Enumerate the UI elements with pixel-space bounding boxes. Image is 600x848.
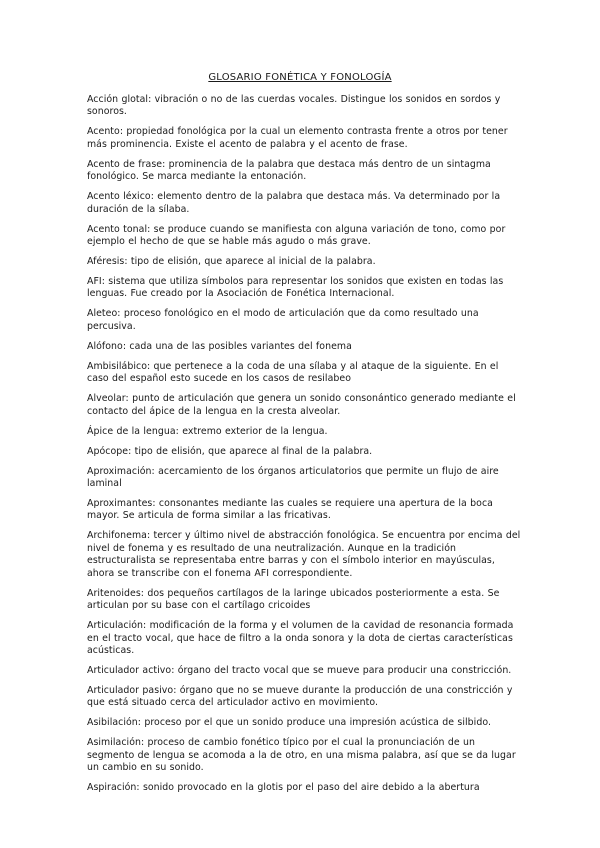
entry-term: Asimilación (87, 737, 141, 749)
entry-term: Asibilación (87, 717, 138, 729)
glossary-entry: Articulador activo: órgano del tracto vocal que se mueve para producir una constricción. (87, 664, 512, 676)
entry-term: Articulación (87, 620, 144, 632)
glossary-entry: Archifonema: tercer y último nivel de abstracción fonológica. Se encuentra por encima del nivel de fonema y es resultado de una neutralización. Aunque en la tradición estructuralista se representaba entre barras y con el símbolo interior en mayúsculas, ahora se transcribe con el fonema AFI correspondiente. (87, 530, 521, 579)
entry-definition: vibración o no de las cuerdas vocales. Distingue los sonidos en sordos y sonoros. (87, 94, 501, 118)
glossary-entry: Aspiración: sonido provocado en la glotis por el paso del aire debido a la abertura (87, 782, 480, 794)
glossary-entry: Alveolar: punto de articulación que genera un sonido consonántico generado mediante el contacto del ápice de la lengua en la cresta alveolar. (87, 393, 516, 417)
entry-term: Articulador pasivo (87, 684, 174, 696)
entry-term: Acento léxico (87, 191, 151, 203)
glossary-entry: Ambisilábico: que pertenece a la coda de una sílaba y al ataque de la siguiente. En el caso del español esto sucede en los casos de resilabeo (87, 360, 499, 385)
entry-definition: tercer y último nivel de abstracción fonológica. Se encuentra por encima del nivel de fonema y es resultado de una neutralización. Aunque en la tradición estructuralista se representaba entre barras y con el símbolo interior en mayúsculas, ahora se transcribe con el fonema AFI correspondiente. (87, 530, 521, 579)
glossary-list (87, 94, 521, 802)
entry-term: Alófono (87, 340, 123, 352)
entry-definition: sonido provocado en la glotis por el paso del aire debido a la abertura (142, 782, 480, 794)
entry-term: AFI (87, 276, 102, 288)
entry-definition: proceso de cambio fonético típico por el cual la pronunciación de un segmento de lengua se acomoda a la de otro, en una misma palabra, así que se da lugar un cambio en su sonido. (87, 737, 516, 774)
entry-definition: acercamiento de los órganos articulatorios que permite un flujo de aire laminal (87, 465, 499, 490)
entry-definition: propiedad fonológica por la cual un elemento contrasta frente a otros por tener más prominencia. Existe el acento de palabra y el acento de frase. (87, 126, 508, 150)
glossary-entry: Articulación: modificación de la forma y el volumen de la cavidad de resonancia formada en el tracto vocal, que hace de filtro a la onda sonora y la dota de ciertas características acústicas. (87, 620, 514, 656)
entry-definition: proceso fonológico en el modo de articulación que da como resultado una percusiva. (87, 308, 479, 332)
glossary-entry: Apócope: tipo de elisión, que aparece al final de la palabra. (87, 445, 373, 457)
glossary-entry: Acción glotal: vibración o no de las cuerdas vocales. Distingue los sonidos en sordos y sonoros. (87, 94, 501, 118)
entry-term: Aspiración (87, 782, 137, 794)
entry-definition: se produce cuando se manifiesta con alguna variación de tono, como por ejemplo el hecho de que se hable más agudo o más grave. (87, 223, 506, 248)
entry-definition: tipo de elisión, que aparece al inicial de la palabra. (130, 256, 376, 268)
entry-definition: prominencia de la palabra que destaca más dentro de un sintagma fonológico. Se marca mediante la entonación. (87, 158, 491, 183)
entry-term: Apócope (87, 445, 129, 457)
entry-definition: punto de articulación que genera un sonido consonántico generado mediante el contacto del ápice de la lengua en la cresta alveolar. (87, 393, 516, 417)
entry-definition: sistema que utiliza símbolos para representar los sonidos que existen en todas las lenguas. Fue creado por la Asociación de Fonética Internacional. (87, 276, 504, 300)
entry-term: Ápice de la lengua (87, 425, 176, 437)
glossary-entry: Acento tonal: se produce cuando se manifiesta con alguna variación de tono, como por ejemplo el hecho de que se hable más agudo o más grave. (87, 223, 506, 248)
entry-definition: que pertenece a la coda de una sílaba y al ataque de la siguiente. En el caso del español esto sucede en los casos de resilabeo (87, 360, 499, 385)
glossary-entry: Aféresis: tipo de elisión, que aparece al inicial de la palabra. (87, 256, 376, 268)
entry-term: Acento tonal (87, 223, 148, 235)
entry-term: Aleteo (87, 308, 118, 320)
entry-definition: modificación de la forma y el volumen de la cavidad de resonancia formada en el tracto vocal, que hace de filtro a la onda sonora y la dota de ciertas características acústicas. (87, 620, 514, 656)
entry-definition: dos pequeños cartílagos de la laringe ubicados posteriormente a esta. Se articulan por su base con el cartílago cricoides (87, 587, 500, 612)
entry-term: Alveolar (87, 393, 126, 405)
glossary-entry: Aproximación: acercamiento de los órganos articulatorios que permite un flujo de aire laminal (87, 465, 499, 490)
entry-term: Archifonema (87, 530, 147, 542)
entry-definition: consonantes mediante las cuales se requiere una apertura de la boca mayor. Se articula de forma similar a las fricativas. (87, 498, 493, 522)
entry-definition: órgano del tracto vocal que se mueve para producir una constricción. (177, 664, 512, 676)
glossary-entry: Aleteo: proceso fonológico en el modo de articulación que da como resultado una percusiva. (87, 308, 479, 332)
entry-term: Acción glotal (87, 94, 149, 105)
entry-definition: tipo de elisión, que aparece al final de la palabra. (134, 445, 373, 457)
entry-definition: proceso por el que un sonido produce una impresión acústica de silbido. (144, 717, 491, 729)
glossary-entry: Acento de frase: prominencia de la palabra que destaca más dentro de un sintagma fonológico. Se marca mediante la entonación. (87, 158, 491, 183)
glossary-entry: Aproximantes: consonantes mediante las cuales se requiere una apertura de la boca mayor. Se articula de forma similar a las fricativas. (87, 498, 493, 522)
entry-definition: elemento dentro de la palabra que destaca más. Va determinado por la duración de la sílaba. (87, 191, 501, 215)
glossary-entry: Asibilación: proceso por el que un sonido produce una impresión acústica de silbido. (87, 717, 491, 729)
glossary-entry: Aritenoides: dos pequeños cartílagos de la laringe ubicados posteriormente a esta. Se articulan por su base con el cartílago cricoides (87, 587, 500, 612)
entry-term: Acento (87, 126, 120, 138)
entry-definition: órgano que no se mueve durante la producción de una constricción y que está situado cerca del articulador activo en movimiento. (87, 684, 513, 709)
entry-term: Articulador activo (87, 664, 172, 676)
glossary-entry: Asimilación: proceso de cambio fonético típico por el cual la pronunciación de un segmento de lengua se acomoda a la de otro, en una misma palabra, así que se da lugar un cambio en su sonido. (87, 737, 516, 774)
entry-term: Aproximación (87, 465, 152, 477)
entry-term: Aproximantes (87, 498, 153, 510)
entry-definition: extremo exterior de la lengua. (182, 425, 328, 437)
entry-definition: cada una de las posibles variantes del fonema (129, 340, 352, 352)
glossary-entry: Acento: propiedad fonológica por la cual un elemento contrasta frente a otros por tener más prominencia. Existe el acento de palabra y el acento de frase. (87, 126, 508, 150)
glossary-entry: Articulador pasivo: órgano que no se mueve durante la producción de una constricción y que está situado cerca del articulador activo en movimiento. (87, 684, 513, 709)
entry-term: Aféresis (87, 256, 125, 268)
entry-term: Ambisilábico (87, 360, 147, 372)
entry-term: Aritenoides (87, 587, 141, 599)
document-title: GLOSARIO FONÉTICA Y FONOLOGÍA (208, 72, 392, 83)
glossary-entry: AFI: sistema que utiliza símbolos para representar los sonidos que existen en todas las lenguas. Fue creado por la Asociación de Fonética Internacional. (87, 276, 504, 300)
glossary-entry: Acento léxico: elemento dentro de la palabra que destaca más. Va determinado por la duración de la sílaba. (87, 191, 501, 215)
entry-term: Acento de frase (87, 158, 163, 170)
glossary-entry: Alófono: cada una de las posibles variantes del fonema (87, 340, 352, 352)
glossary-entry: Ápice de la lengua: extremo exterior de la lengua. (87, 425, 328, 437)
